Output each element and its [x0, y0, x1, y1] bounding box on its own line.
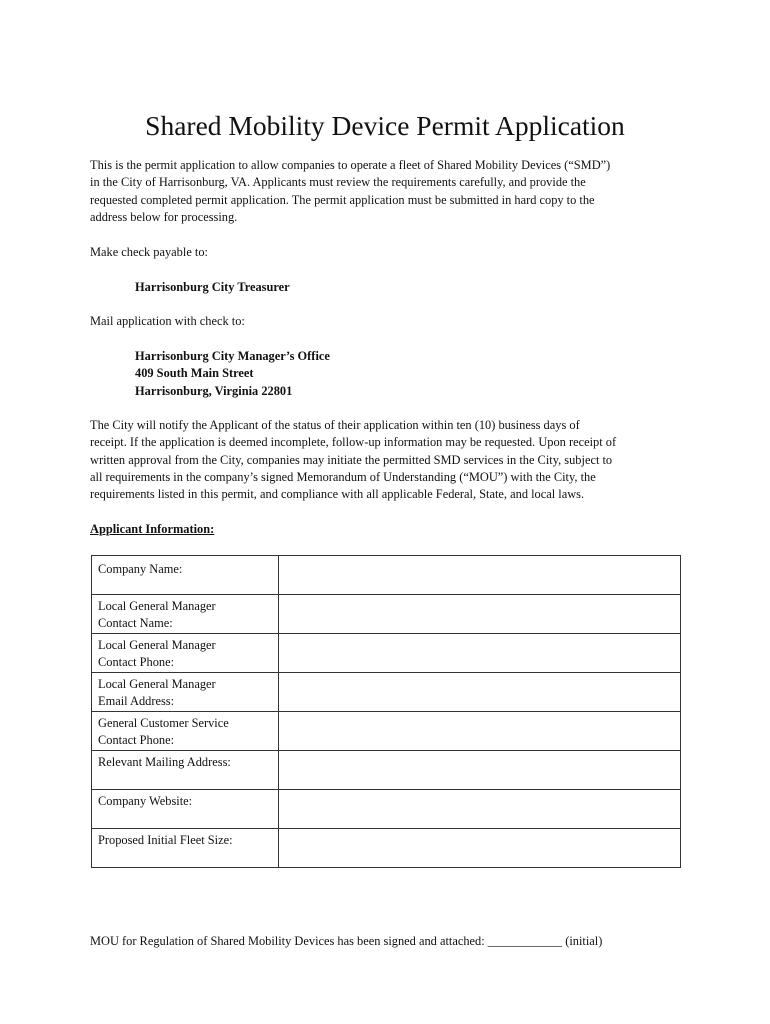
customer-service-phone-field[interactable]	[278, 712, 680, 751]
document-title: Shared Mobility Device Permit Application	[145, 110, 625, 141]
check-payable-label: Make check payable to:	[90, 245, 209, 259]
table-row	[92, 595, 681, 634]
company-website-field[interactable]	[278, 790, 680, 829]
notification-paragraph	[90, 417, 690, 503]
manager-contact-phone-field[interactable]	[278, 634, 680, 673]
fleet-size-field[interactable]	[278, 829, 680, 868]
table-row	[92, 829, 681, 868]
field-label: Local General Manager Contact Phone:	[92, 634, 279, 673]
table-row	[92, 556, 681, 595]
intro-line: in the City of Harrisonburg, VA. Applicants must review the requirements carefully, and provide the	[90, 175, 586, 190]
manager-email-field[interactable]	[278, 673, 680, 712]
intro-line: requested completed permit application. The permit application must be submitted in hard copy to the	[90, 192, 595, 207]
field-label: Proposed Initial Fleet Size:	[92, 829, 279, 868]
table-row	[92, 751, 681, 790]
table-row	[92, 712, 681, 751]
field-label: Local General Manager Email Address:	[92, 673, 279, 712]
address-line: Harrisonburg City Manager’s Office	[135, 349, 330, 363]
mailing-address-field[interactable]	[278, 751, 680, 790]
address-line: Harrisonburg, Virginia 22801	[135, 383, 293, 398]
notify-line: The City will notify the Applicant of the status of their application within ten (10) business days of	[90, 418, 580, 432]
table-row	[92, 634, 681, 673]
notify-line: written approval from the City, companies may initiate the permitted SMD services in the City, subject to	[90, 452, 613, 467]
field-label: Company Website:	[92, 790, 279, 829]
address-line: 409 South Main Street	[135, 366, 254, 381]
table-row	[92, 673, 681, 712]
field-label: Company Name:	[92, 556, 279, 595]
intro-line: address below for processing.	[90, 209, 238, 224]
mail-label: Mail application with check to:	[90, 314, 245, 328]
company-name-field[interactable]	[278, 556, 680, 595]
section-heading: Applicant Information:	[90, 522, 215, 536]
field-label: Local General Manager Contact Name:	[92, 595, 279, 634]
payee-name: Harrisonburg City Treasurer	[135, 280, 290, 294]
manager-contact-name-field[interactable]	[278, 595, 680, 634]
mou-initial-line: MOU for Regulation of Shared Mobility Devices has been signed and attached: ____________ (initial)	[90, 934, 603, 948]
field-label: Relevant Mailing Address:	[92, 751, 279, 790]
notify-line: requirements listed in this permit, and compliance with all applicable Federal, State, and local laws.	[90, 487, 585, 502]
table-row	[92, 790, 681, 829]
intro-paragraph	[90, 157, 690, 226]
notify-line: receipt. If the application is deemed incomplete, follow-up information may be requested. Upon receipt of	[90, 435, 617, 450]
field-label: General Customer Service Contact Phone:	[92, 712, 279, 751]
intro-line: This is the permit application to allow companies to operate a fleet of Shared Mobility Devices (“SMD”)	[90, 158, 611, 172]
notify-line: all requirements in the company’s signed Memorandum of Understanding (“MOU”) with the City, the	[90, 469, 596, 484]
mailing-address	[135, 348, 735, 400]
applicant-info-table	[91, 555, 681, 868]
